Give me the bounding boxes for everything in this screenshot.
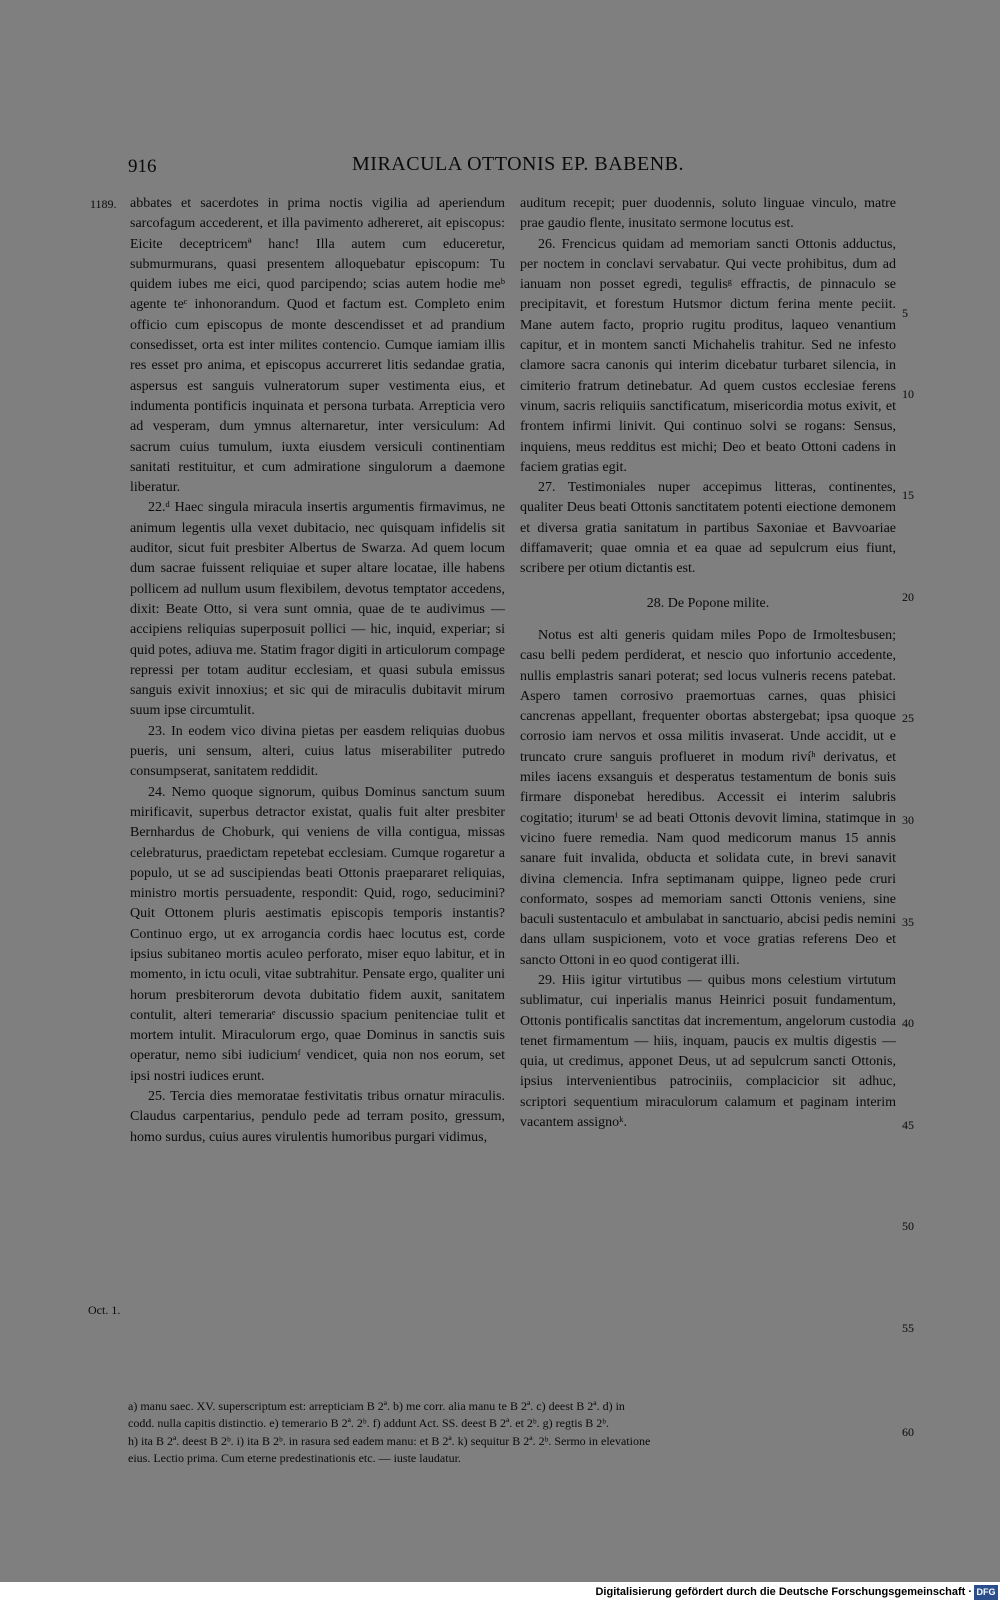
paragraph: Notus est alti generis quidam miles Popo de Irmoltesbusen; casu belli pedem perdiderat, et nescio quo infortunio accedente, nullis emplastris sanari poterat; sed locus vulneris recens patebat. Aspero tamen corrosivo praemortuas carnes, quas phisici cancrenas appellant, frequenter obortas abstergebat; ipsa quoque corrosio iam nervos et ossa militis invaserat. Unde accidit, ut e truncato crure sanguis proflueret in modum rivíʰ derivatus, et miles iacens exsanguis et desperatus testamentum de bonis suis firmare disponebat heredibus. Accessit ei interim salubris cogitatio; iturumⁱ se ad beati Ottonis devovit limina, statimque in vicino fuere remedia. Nam quod medicorum manus 15 annis sanare fuit invalida, obducta et solidata cute, in brevi sanavit divina clemencia. Infra septimanam quippe, ligneo pede cruri conformato, sospes ad memoriam sancti Ottonis veniens, sine baculi sustentaculo et ambulabat in sanctuario, abcisi pedis nemini dans ullam suspicionem, voto et voce gratias referens Deo et sancto Ottoni in eo quod contigerat illi. <box>520 627 896 968</box>
running-title: MIRACULA OTTONIS EP. BABENB. <box>352 153 684 175</box>
line-number: 60 <box>902 1425 914 1439</box>
paragraph: 26. Frencicus quidam ad memoriam sancti Ottonis adductus, per noctem in conclavi servabatur. Qui vecte prohibitus, dum ad ianuam non posset egredi, tegulisᵍ effractis, de pinnaculo se precipitavit, et forestum Hutsmor dictum ferina mente peciit. Mane autem facto, proprio rugitu proditus, laqueo venantium capitur, et in montem sancti Michahelis trahitur. Sed ne infesto clamore sacra canonis qui interim dicebatur turbaret silencia, in cimiterio fratrum detinebatur. Ad quem custos ecclesiae ferens vinum, sacris reliquiis sanctificatum, misericordia motus exivit, et frontem infirmi linivit. Qui continuo solvi se rogans: Sensus, inquiens, meus redditus est michi; Deo et beato Ottoni cadens in faciem gratias egit. <box>520 236 896 475</box>
margin-note-year: 1189. <box>90 197 117 211</box>
page-number: 916 <box>128 156 157 177</box>
section-heading: 28. De Popone milite. <box>646 595 770 611</box>
line-number: 55 <box>902 1321 914 1335</box>
margin-note-date: Oct. 1. <box>88 1303 121 1317</box>
footnote-line: eius. Lectio prima. Cum eterne predestinationis etc. — iuste laudatur. <box>128 1451 461 1466</box>
paragraph: 29. Hiis igitur virtutibus — quibus mons celestium virtutum sublimatur, cui inperialis manus Heinrici posuit fundamentum, Ottonis pontificalis sanctitas dat incrementum, angelorum custodia tenet firmamentum — hiis, inquam, paucis ex multis digestis — quia, ut credimus, apponet Deus, ut ad sepulcrum sancti Ottonis, ipsius intervenientibus patrociniis, complacicior sit adhuc, scriptori sequentium miraculorum calamum et paginam interim vacantem assignoᵏ. <box>520 972 896 1131</box>
footnote-line: a) manu saec. XV. superscriptum est: arrepticiam B 2ª. b) me corr. alia manu te B 2ª. c) deest B 2ª. d) in <box>128 1399 625 1413</box>
left-column <box>130 194 505 1148</box>
paragraph: auditum recepit; puer duodennis, soluto linguae vinculo, matre prae gaudio flente, inusitato sermone locutus est. <box>520 196 896 232</box>
footnote-line: codd. nulla capitis distinctio. e) temerario B 2ª. 2ᵇ. f) addunt Act. SS. deest B 2ª. et 2ᵇ. g) regtis B 2ᵇ. <box>128 1416 610 1431</box>
paragraph: 22.ᵈ Haec singula miracula insertis argumentis firmavimus, ne animum legentis ulla vexet dubitacio, nec quisquam infidelis sit auditor, sicut fuit presbiter Albertus de Swarza. Ad quem locum dum sacrae fuissent reliquiae et super altare locatae, ille habens pollicem ad nullum usum flexibilem, devotus temptator accedens, dixit: Beate Otto, si vera sunt omnia, quae de te audivimus — accipiens reliquias superposuit pollici — hic, inquid, experiar; si quid potes, adiuva me. Statim fragor digiti in articulorum compage repressi per totam auditur ecclesiam, et quasi subula emissus sanguis exivit innoxius; et sic qui de miraculis dubitavit mirum suum ipse circumtulit. <box>130 500 505 719</box>
line-number: 5 <box>902 306 908 320</box>
line-number: 40 <box>902 1016 914 1030</box>
credit-text: Digitalisierung gefördert durch die Deutsche Forschungsgemeinschaft · <box>595 1586 972 1598</box>
paragraph: abbates et sacerdotes in prima noctis vigilia ad aperiendum sarcofagum accederent, et illa pavimento adhereret, ait episcopus: Eicite deceptricemª hanc! Illa autem cum educeretur, submurmurans, quasi presentem alloquebatur episcopum: Tu quidem iubes me eici, quod parcipendo; scias autem hodie meᵇ agente teᶜ inhonorandum. Quod et factum est. Completo enim officio cum episcopus de monte descendisset et ad prandium consedisset, orta est inter milites contencio. Cumque iamiam illis res esset pro anima, et episcopus accurreret litis sedandae gratia, aspersus est sanguis vulneratorum super vestimenta eius, et indumenta pontificis inquinata et persona turbata. Arrepticia vero ad vesperam, dum ymnus alternaretur, inter versiculum: Ad sacrum cuius tumulum, iuxta eiusdem versiculi continentiam sanitati restituitur, et cum admiratione singulorum a daemone liberatur. <box>130 196 505 496</box>
line-number: 45 <box>902 1118 914 1132</box>
line-number: 10 <box>902 387 914 401</box>
line-number: 20 <box>902 590 914 604</box>
paragraph: 25. Tercia dies memoratae festivitatis tribus ornatur miraculis. Claudus carpentarius, pendulo pede ad terram posito, gressum, homo surdus, cuius aures virulentis humoribus purgari vidimus, <box>130 1089 505 1145</box>
line-number: 15 <box>902 488 914 502</box>
line-number: 35 <box>902 915 914 929</box>
line-number: 30 <box>902 813 914 827</box>
paragraph: 27. Testimoniales nuper accepimus litteras, continentes, qualiter Deus beati Ottonis sanctitatem potenti eiectione demonem et diversa gratia sanitatum in partibus Saxoniae et Bavvoariae diffamaverit; quae omnia et ea quae ad sepulcrum eius fiunt, scribere per otium dictantis est. <box>520 480 896 577</box>
digitization-credit-bar <box>0 1582 1000 1603</box>
line-number: 25 <box>902 711 914 725</box>
right-column <box>520 194 896 1133</box>
paragraph: 23. In eodem vico divina pietas per easdem reliquias duobus pueris, uni sensum, alteri, cuius latus miserabiliter putredo consumpserat, sanitatem reddidit. <box>130 723 505 780</box>
line-number: 50 <box>902 1219 914 1233</box>
footnotes <box>128 1398 898 1468</box>
paragraph: 24. Nemo quoque signorum, quibus Dominus sanctum suum mirificavit, superbus detractor existat, qualis fuit alter presbiter Bernhardus de Choburk, qui veniens de villa contigua, missas celebraturus, praedictam repetebat ecclesiam. Cumque rogaretur a populo, ut se ad suscipiendas beati Ottonis praepararet reliquias, ministro mortis persuadente, respondit: Quid, rogo, seducimini? Quit Ottonem pluris aestimatis episcopis temporis instantis? Continuo ergo, ut ex arrogancia cordis haec locutus est, corde ipsius subitaneo mortis aculeo perforato, miser equo labitur, et in momento, in ictu oculi, vitae subtrahitur. Pensate ergo, qualiter uni horum presbiterorum devota dubitatio fidem auxit, sanitatem contulit, alteri temerariaᵉ discussio spacium penitenciae tulit et mortem intulit. Miraculorum ergo, quae Dominus in sanctis suis operatur, nemo sibi iudiciumᶠ vendicet, quia non nos eorum, set ipsi nostri iudices erunt. <box>130 784 505 1084</box>
footnote-line: h) ita B 2ª. deest B 2ᵇ. i) ita B 2ᵇ. in rasura sed eadem manu: et B 2ª. k) sequitur B 2ª. 2ᵇ. Sermo in elevatione <box>128 1433 651 1448</box>
dfg-logo: DFG <box>974 1585 998 1600</box>
